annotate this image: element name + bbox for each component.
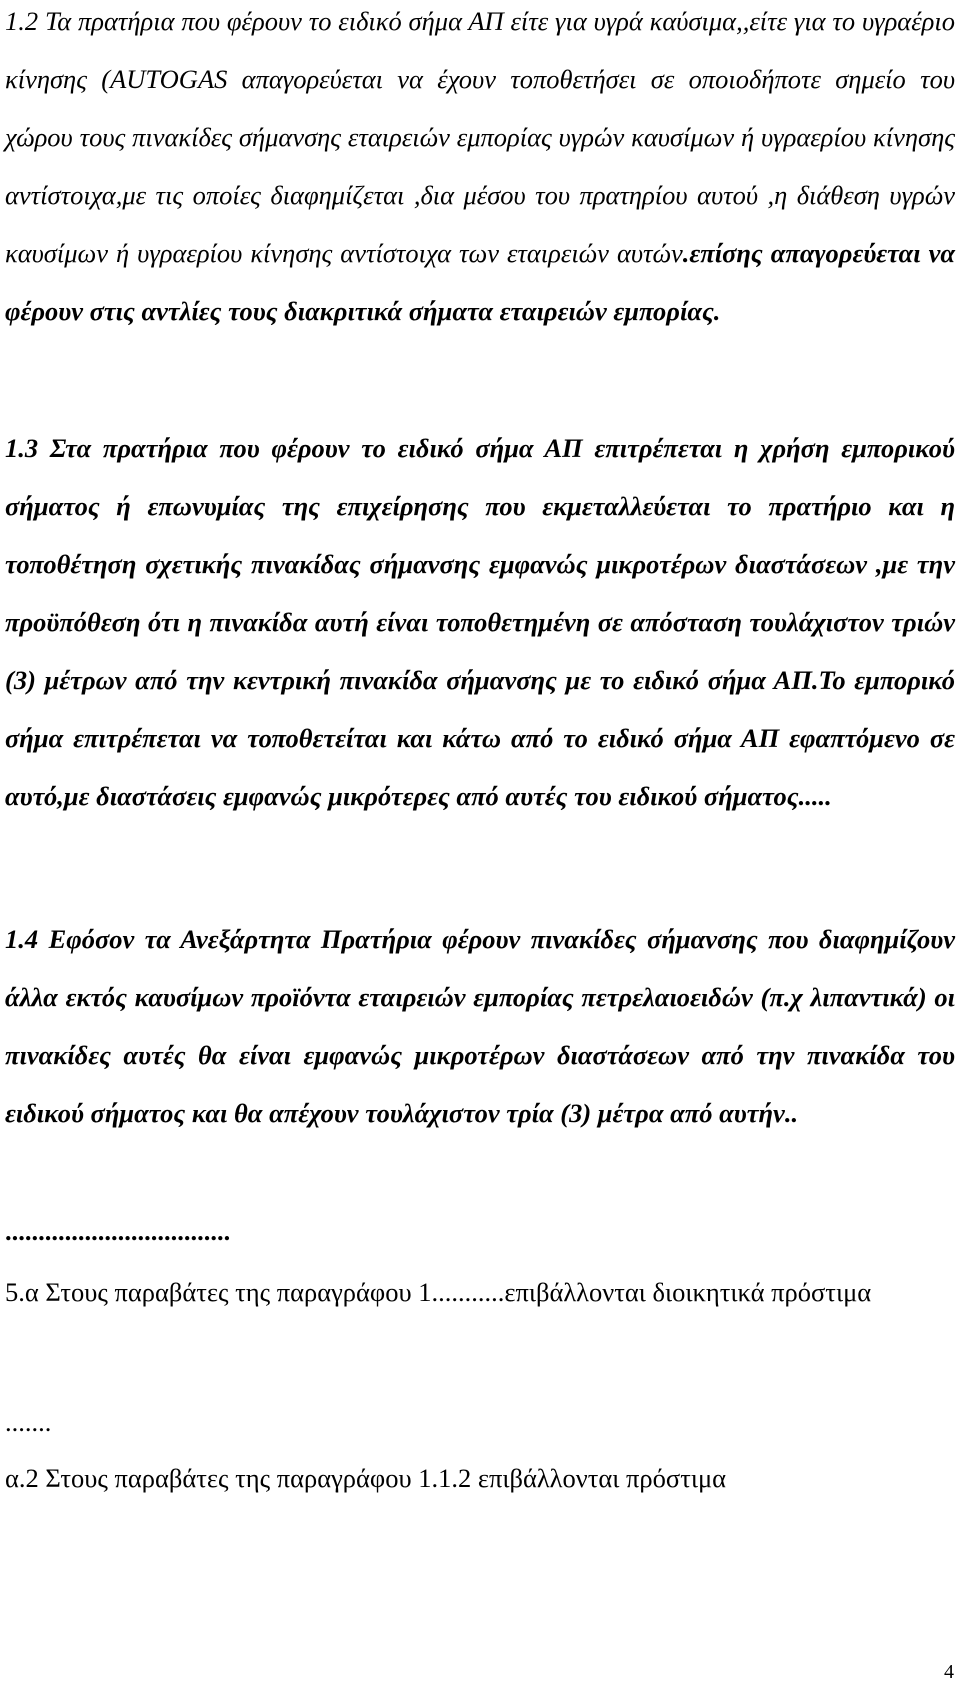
paragraph-1-2-bold-text: .επίσης απαγορεύεται να φέρουν στις αντλίες τους διακριτικά σήματα εταιρειών εμπορίας.	[5, 238, 956, 326]
ellipsis-separator: ..................................	[5, 1216, 231, 1246]
paragraph-1-4: 1.4 Εφόσον τα Ανεξάρτητα Πρατήρια φέρουν πινακίδες σήμανσης που διαφημίζουν άλλα εκτός καυσίμων προϊόντα εταιρειών εμπορίας πετρελαιοειδών (π.χ λιπαντικά) οι πινακίδες αυτές θα είναι εμφανώς μικροτέρων διαστάσεων από την πινακίδα του ειδικού σήματος και θα απέχουν τουλάχιστον τρία (3) μέτρα από αυτήν..	[5, 924, 955, 1128]
paragraph-1-2-text: 1.2 Τα πρατήρια που φέρουν το ειδικό σήμα ΑΠ είτε για υγρά καύσιμα,,είτε για το υγραέριο κίνησης (AUTOGAS απαγορεύεται να έχουν τοποθετήσει σε οποιοδήποτε σημείο του χώρου τους πινακίδες σήμανσης εταιρειών εμπορίας υγρών καυσίμων ή υγραερίου κίνησης αντίστοιχα,με τις οποίες διαφημίζεται ,δια μέσου του πρατηρίου αυτού ,η διάθεση υγρών καυσίμων ή υγραερίου κίνησης αντίστοιχα των εταιρειών αυτών	[5, 6, 955, 268]
page-number: 4	[944, 1661, 954, 1683]
paragraph-5a: 5.α Στους παραβάτες της παραγράφου 1...........επιβάλλονται διοικητικά πρόστιμα	[5, 1277, 872, 1307]
paragraph-1-2	[5, 0, 955, 340]
paragraph-a2: α.2 Στους παραβάτες της παραγράφου 1.1.2 επιβάλλονται πρόστιμα	[5, 1463, 727, 1493]
paragraph-1-3: 1.3 Στα πρατήρια που φέρουν το ειδικό σήμα ΑΠ επιτρέπεται η χρήση εμπορικού σήματος ή επωνυμίας της επιχείρησης που εκμεταλλεύεται το πρατήριο και η τοποθέτηση σχετικής πινακίδας σήμανσης εμφανώς μικροτέρων διαστάσεων ,με την προϋπόθεση ότι η πινακίδα αυτή είναι τοποθετημένη σε απόσταση τουλάχιστον τριών (3) μέτρων από την κεντρική πινακίδα σήμανσης με το ειδικό σήμα ΑΠ.Το εμπορικό σήμα επιτρέπεται να τοποθετείται και κάτω από το ειδικό σήμα ΑΠ εφαπτόμενο σε αυτό,με διαστάσεις εμφανώς μικρότερες από αυτές του ειδικού σήματος.....	[5, 433, 955, 811]
ellipsis-separator-short: .......	[5, 1407, 52, 1437]
